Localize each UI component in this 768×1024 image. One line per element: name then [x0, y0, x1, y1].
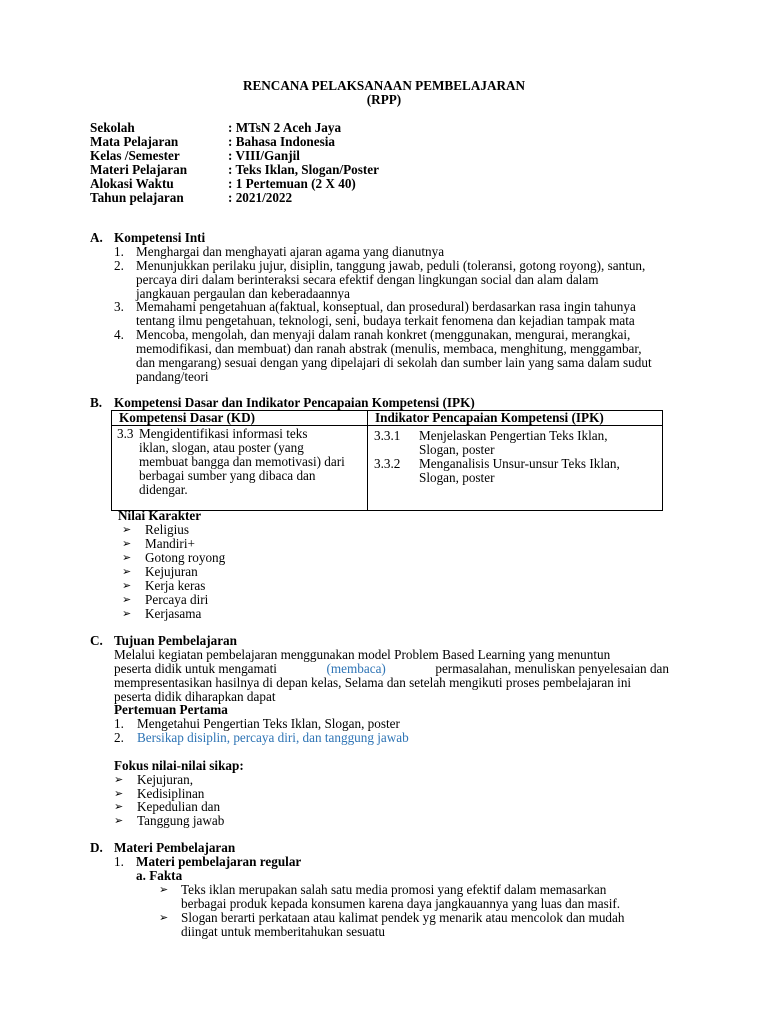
list-item: Kerjasama — [145, 606, 202, 621]
list-item: Gotong royong — [145, 550, 226, 565]
arrowhead-bullet-icon: ➢ — [159, 883, 169, 896]
ipk-line: Menjelaskan Pengertian Teks Iklan, — [419, 428, 608, 443]
kd-line: Mengidentifikasi informasi teks — [139, 426, 308, 441]
list-number: 4. — [114, 327, 124, 342]
section-d-title: Materi Pembelajaran — [114, 840, 236, 855]
list-number: 1. — [114, 854, 124, 869]
section-a-title: Kompetensi Inti — [114, 230, 206, 245]
list-number: 2. — [114, 258, 124, 273]
fokus-title: Fokus nilai-nilai sikap: — [114, 758, 244, 773]
highlighted-text: (membaca) — [326, 661, 386, 676]
sub-title: Materi pembelajaran regular — [136, 854, 302, 869]
list-item-line: berbagai produk kepada konsumen karena daya jangkauannya yang luas dan masif. — [181, 896, 621, 911]
identity-row — [90, 121, 490, 135]
section-a-letter: A. — [90, 230, 103, 245]
list-item-line: Memahami pengetahuan a(faktual, konseptual, dan prosedural) berdasarkan rasa ingin tahunya — [136, 299, 636, 314]
list-item: Tanggung jawab — [137, 813, 225, 828]
arrowhead-bullet-icon: ➢ — [114, 773, 124, 786]
identity-row — [90, 135, 490, 149]
identity-row — [90, 177, 490, 191]
ipk-line: Slogan, poster — [419, 442, 495, 457]
section-c-title: Tujuan Pembelajaran — [114, 633, 237, 648]
identity-value: : 1 Pertemuan (2 X 40) — [228, 176, 356, 191]
arrowhead-bullet-icon: ➢ — [159, 911, 169, 924]
list-item-line: Teks iklan merupakan salah satu media promosi yang efektif dalam memasarkan — [181, 882, 607, 897]
identity-row — [90, 149, 490, 163]
section-c-letter: C. — [90, 633, 103, 648]
identity-value: : Teks Iklan, Slogan/Poster — [228, 162, 379, 177]
list-item: Mandiri+ — [145, 536, 195, 551]
list-item: Kepedulian dan — [137, 799, 221, 814]
arrowhead-bullet-icon: ➢ — [122, 607, 132, 620]
paragraph-text: permasalahan, menuliskan penyelesaian dan — [435, 661, 669, 676]
kd-line: berbagai sumber yang dibaca dan — [139, 468, 316, 483]
section-b-letter: B. — [90, 395, 103, 410]
list-item-line: Menunjukkan perilaku jujur, disiplin, tanggung jawab, peduli (toleransi, gotong royong), santun, — [136, 258, 646, 273]
list-item: Percaya diri — [145, 592, 209, 607]
kd-cell — [112, 426, 368, 511]
arrowhead-bullet-icon: ➢ — [122, 551, 132, 564]
list-item-line: percaya diri dalam berinteraksi secara efektif dengan lingkungan social dan alam dalam — [136, 272, 599, 287]
list-item: Religius — [145, 522, 189, 537]
competency-table — [111, 410, 663, 511]
identity-label: Materi Pelajaran — [90, 162, 188, 177]
list-item-line: tentang ilmu pengetahuan, teknologi, seni, budaya terkait fenomena dan kejadian tampak mata — [136, 313, 635, 328]
identity-label: Sekolah — [90, 120, 135, 135]
arrowhead-bullet-icon: ➢ — [122, 593, 132, 606]
list-item-line: jangkauan pergaulan dan keberadaannya — [136, 286, 350, 301]
ipk-line: Slogan, poster — [419, 470, 495, 485]
identity-value: : MTsN 2 Aceh Jaya — [228, 120, 342, 135]
list-item: Kejujuran — [145, 564, 198, 579]
ipk-line: Menganalisis Unsur-unsur Teks Iklan, — [419, 456, 620, 471]
list-item: Kejujuran, — [137, 772, 194, 787]
list-item-line: diingat untuk memberitahukan sesuatu — [181, 924, 385, 939]
list-item: Mengetahui Pengertian Teks Iklan, Slogan, poster — [137, 716, 400, 731]
identity-row — [90, 191, 490, 205]
paragraph-text: peserta didik untuk mengamati — [114, 661, 277, 676]
kd-number: 3.3 — [117, 426, 134, 441]
identity-label: Kelas /Semester — [90, 148, 180, 163]
arrowhead-bullet-icon: ➢ — [122, 565, 132, 578]
list-item-line: dan mengarang) sesuai dengan yang dipelajari di sekolah dan sumber lain yang sama dalam sudut — [136, 355, 652, 370]
list-number: 1. — [114, 716, 124, 731]
kd-line: iklan, slogan, atau poster (yang — [139, 440, 304, 455]
arrowhead-bullet-icon: ➢ — [114, 814, 124, 827]
identity-row — [90, 163, 490, 177]
identity-value: : 2021/2022 — [228, 190, 293, 205]
list-number: 3. — [114, 299, 124, 314]
arrowhead-bullet-icon: ➢ — [122, 523, 132, 536]
identity-value: : VIII/Ganjil — [228, 148, 300, 163]
list-item-line: pandang/teori — [136, 369, 209, 384]
ipk-cell — [368, 426, 663, 511]
kd-line: membuat bangga dan memotivasi) dari — [139, 454, 345, 469]
list-item-line: memodifikasi, dan membuat) dan ranah abstrak (menulis, membaca, menghitung, menggambar, — [136, 341, 642, 356]
fakta-title: a. Fakta — [136, 868, 183, 883]
arrowhead-bullet-icon: ➢ — [114, 787, 124, 800]
identity-label: Mata Pelajaran — [90, 134, 179, 149]
pertemuan-title: Pertemuan Pertama — [114, 702, 228, 717]
list-item: Kedisiplinan — [137, 786, 205, 801]
table-header-kd: Kompetensi Dasar (KD) — [112, 411, 368, 426]
list-item: Kerja keras — [145, 578, 206, 593]
list-number: 1. — [114, 244, 124, 259]
identity-label: Tahun pelajaran — [90, 190, 184, 205]
arrowhead-bullet-icon: ➢ — [122, 537, 132, 550]
list-number: 2. — [114, 730, 124, 745]
ipk-number: 3.3.1 — [374, 428, 401, 443]
kd-line: didengar. — [139, 482, 188, 497]
list-item-line: Slogan berarti perkataan atau kalimat pendek yg menarik atau mencolok dan mudah — [181, 910, 625, 925]
table-header-ipk: Indikator Pencapaian Kompetensi (IPK) — [368, 411, 663, 426]
ipk-number: 3.3.2 — [374, 456, 401, 471]
paragraph-line: Melalui kegiatan pembelajaran menggunakan model Problem Based Learning yang menuntun — [114, 647, 611, 662]
paragraph-line — [114, 662, 669, 676]
paragraph-line: mempresentasikan hasilnya di depan kelas, Selama dan setelah mengikuti proses pembelajaran ini — [114, 675, 632, 690]
document-subtitle: (RPP) — [366, 92, 402, 107]
section-d-letter: D. — [90, 840, 103, 855]
nilai-karakter-title: Nilai Karakter — [118, 508, 202, 523]
identity-value: : Bahasa Indonesia — [228, 134, 336, 149]
arrowhead-bullet-icon: ➢ — [122, 579, 132, 592]
list-item: Bersikap disiplin, percaya diri, dan tanggung jawab — [137, 730, 409, 745]
identity-label: Alokasi Waktu — [90, 176, 174, 191]
arrowhead-bullet-icon: ➢ — [114, 800, 124, 813]
paragraph-line: peserta didik diharapkan dapat — [114, 689, 276, 704]
list-item: Menghargai dan menghayati ajaran agama yang dianutnya — [136, 244, 445, 259]
document-title: RENCANA PELAKSANAAN PEMBELAJARAN — [242, 78, 526, 93]
section-b-title: Kompetensi Dasar dan Indikator Pencapaian Kompetensi (IPK) — [114, 395, 475, 410]
list-item-line: Mencoba, mengolah, dan menyaji dalam ranah konkret (menggunakan, mengurai, merangkai, — [136, 327, 631, 342]
